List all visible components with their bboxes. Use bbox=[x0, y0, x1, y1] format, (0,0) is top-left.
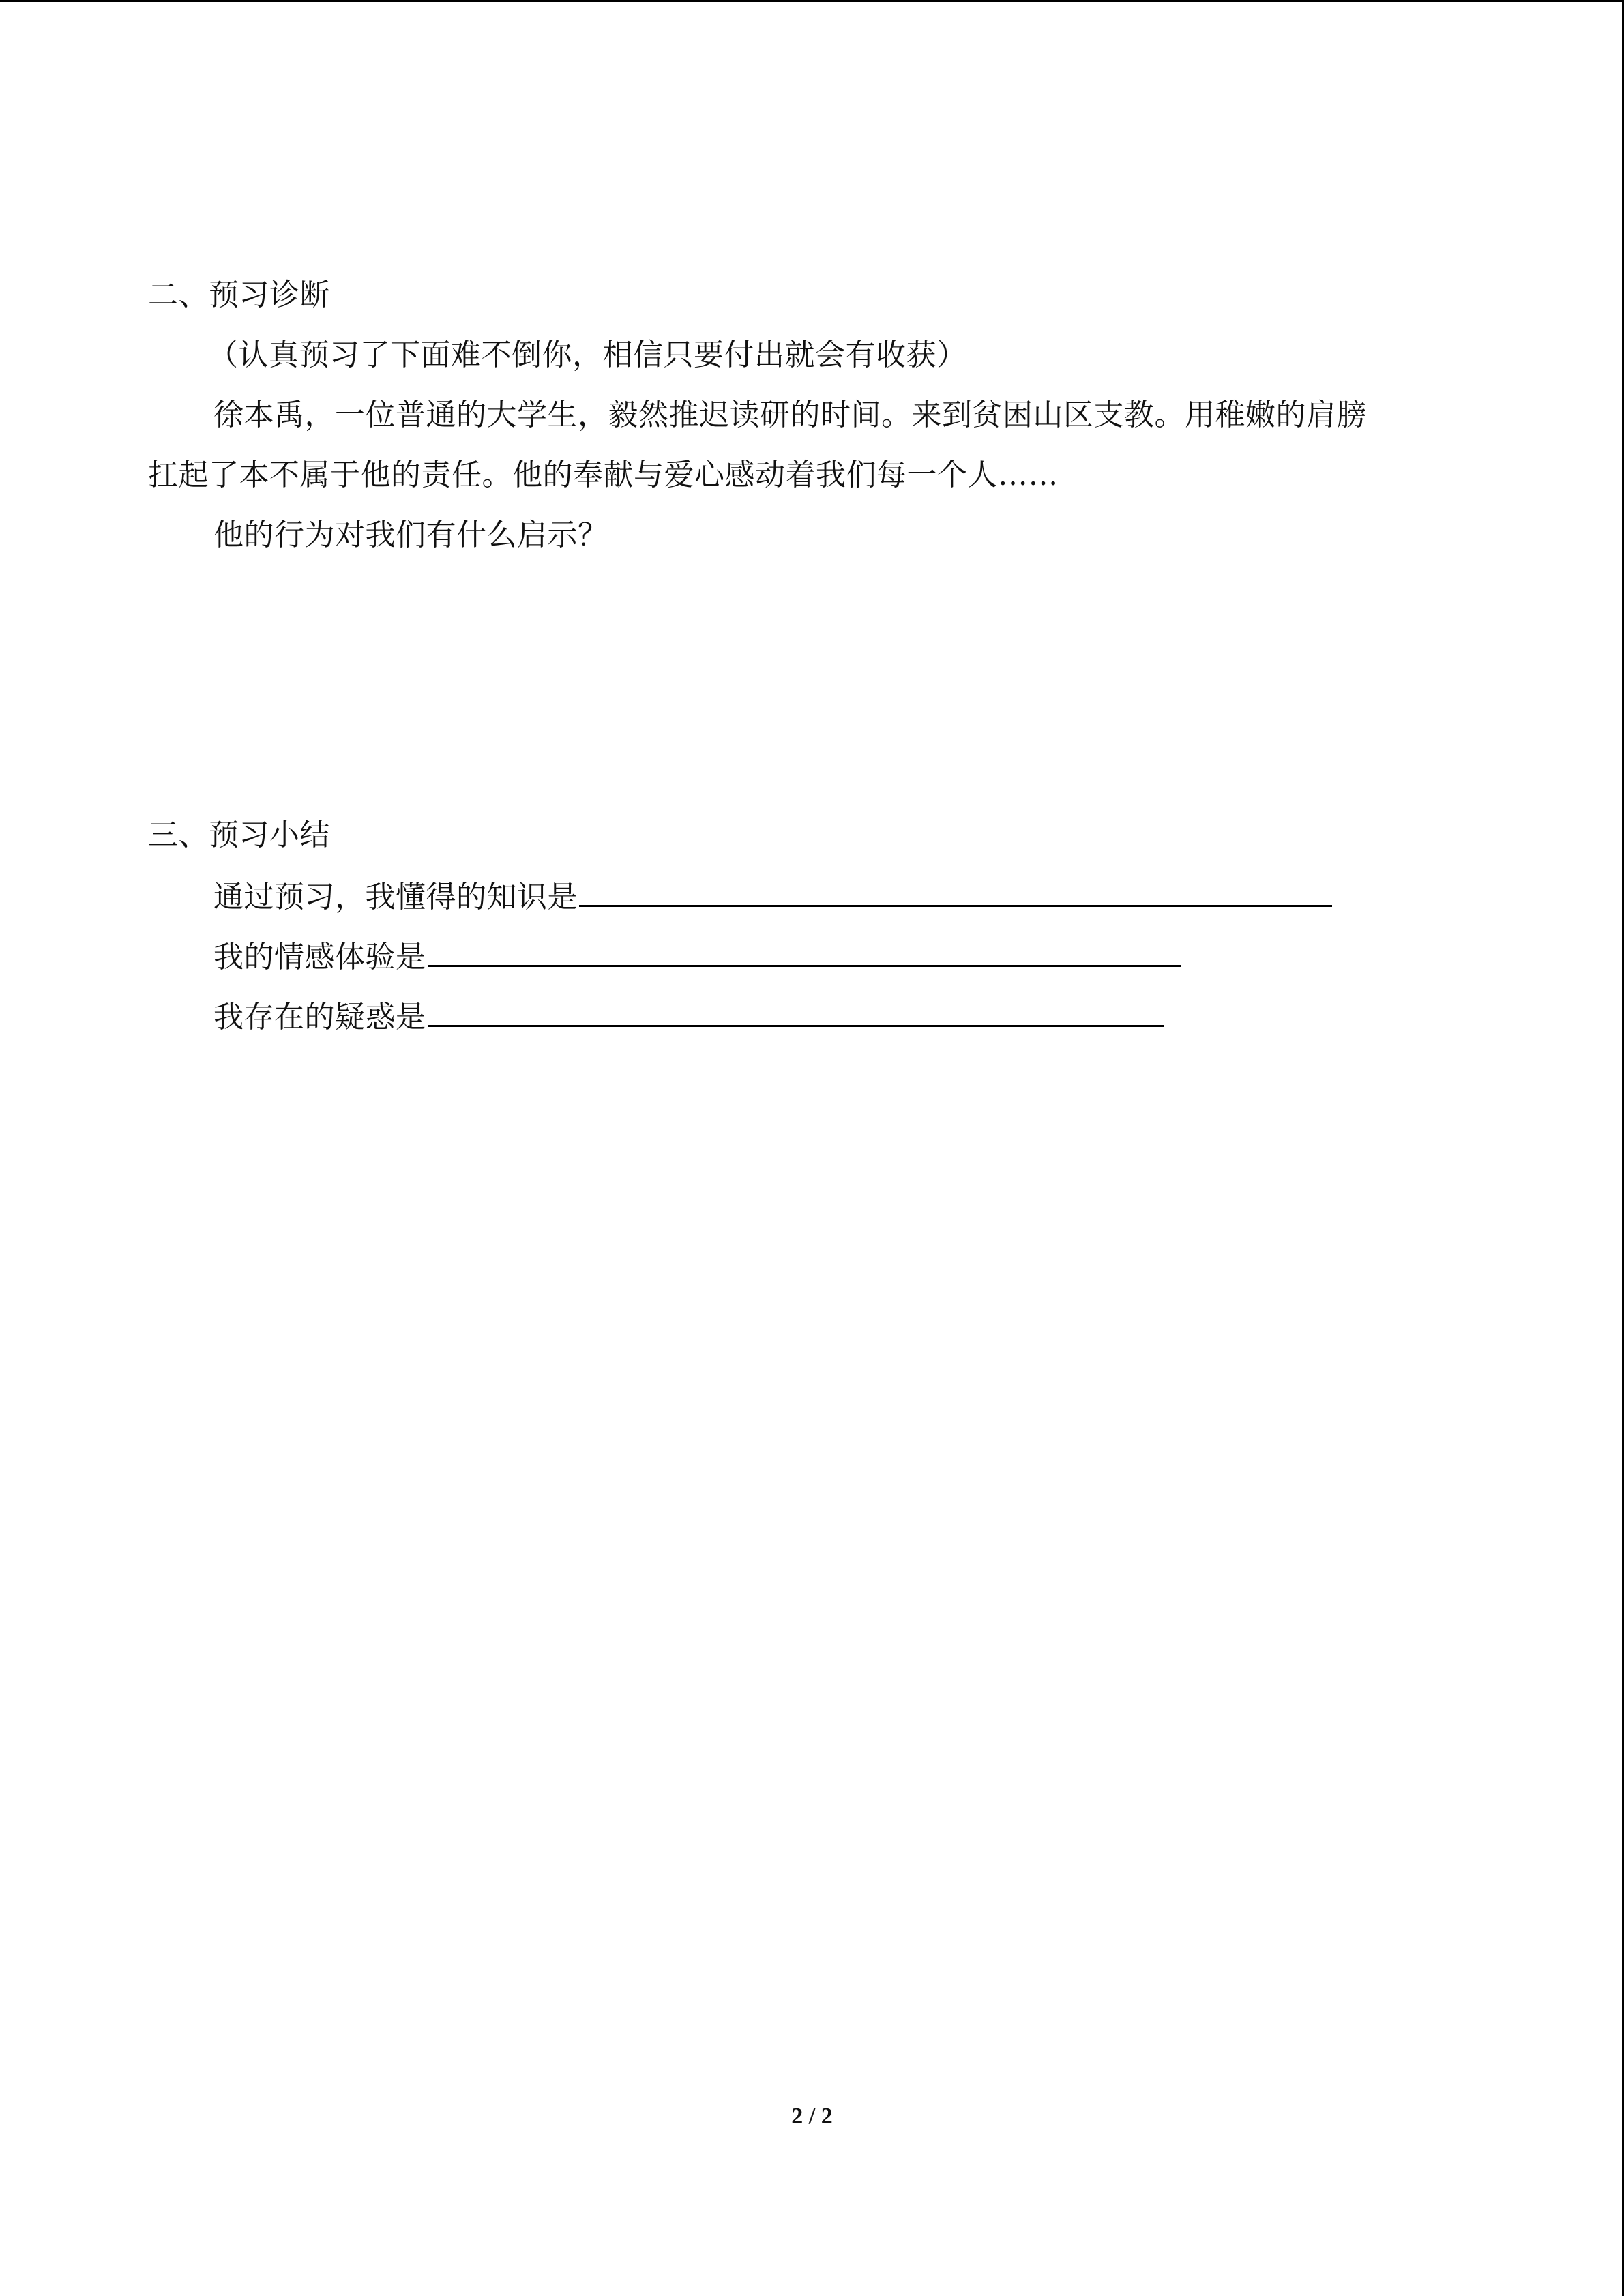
doubt-answer-blank[interactable] bbox=[428, 995, 1164, 1027]
section2-heading: 二、预习诊断 bbox=[148, 278, 330, 312]
section2-question: 他的行为对我们有什么启示？ bbox=[213, 518, 608, 552]
section2-passage-line2: 扛起了本不属于他的责任。他的奉献与爱心感动着我们每一个人…… bbox=[148, 458, 1059, 492]
knowledge-row bbox=[213, 875, 1332, 918]
section2-passage-line1: 徐本禹，一位普通的大学生，毅然推迟读研的时间。来到贫困山区支教。用稚嫩的肩膀 bbox=[213, 398, 1367, 432]
doubt-row bbox=[213, 995, 1164, 1038]
knowledge-answer-blank[interactable] bbox=[579, 875, 1332, 907]
emotion-answer-blank[interactable] bbox=[428, 935, 1181, 967]
section3-heading: 三、预习小结 bbox=[148, 818, 330, 852]
emotion-row bbox=[213, 935, 1181, 978]
emotion-prompt: 我的情感体验是 bbox=[213, 940, 426, 974]
knowledge-prompt: 通过预习，我懂得的知识是 bbox=[213, 880, 578, 914]
doubt-prompt: 我存在的疑惑是 bbox=[213, 1000, 426, 1034]
section2-note: （认真预习了下面难不倒你，相信只要付出就会有收获） bbox=[208, 338, 967, 372]
page-top-border bbox=[0, 0, 1624, 2]
page-number: 2 / 2 bbox=[791, 2104, 833, 2129]
